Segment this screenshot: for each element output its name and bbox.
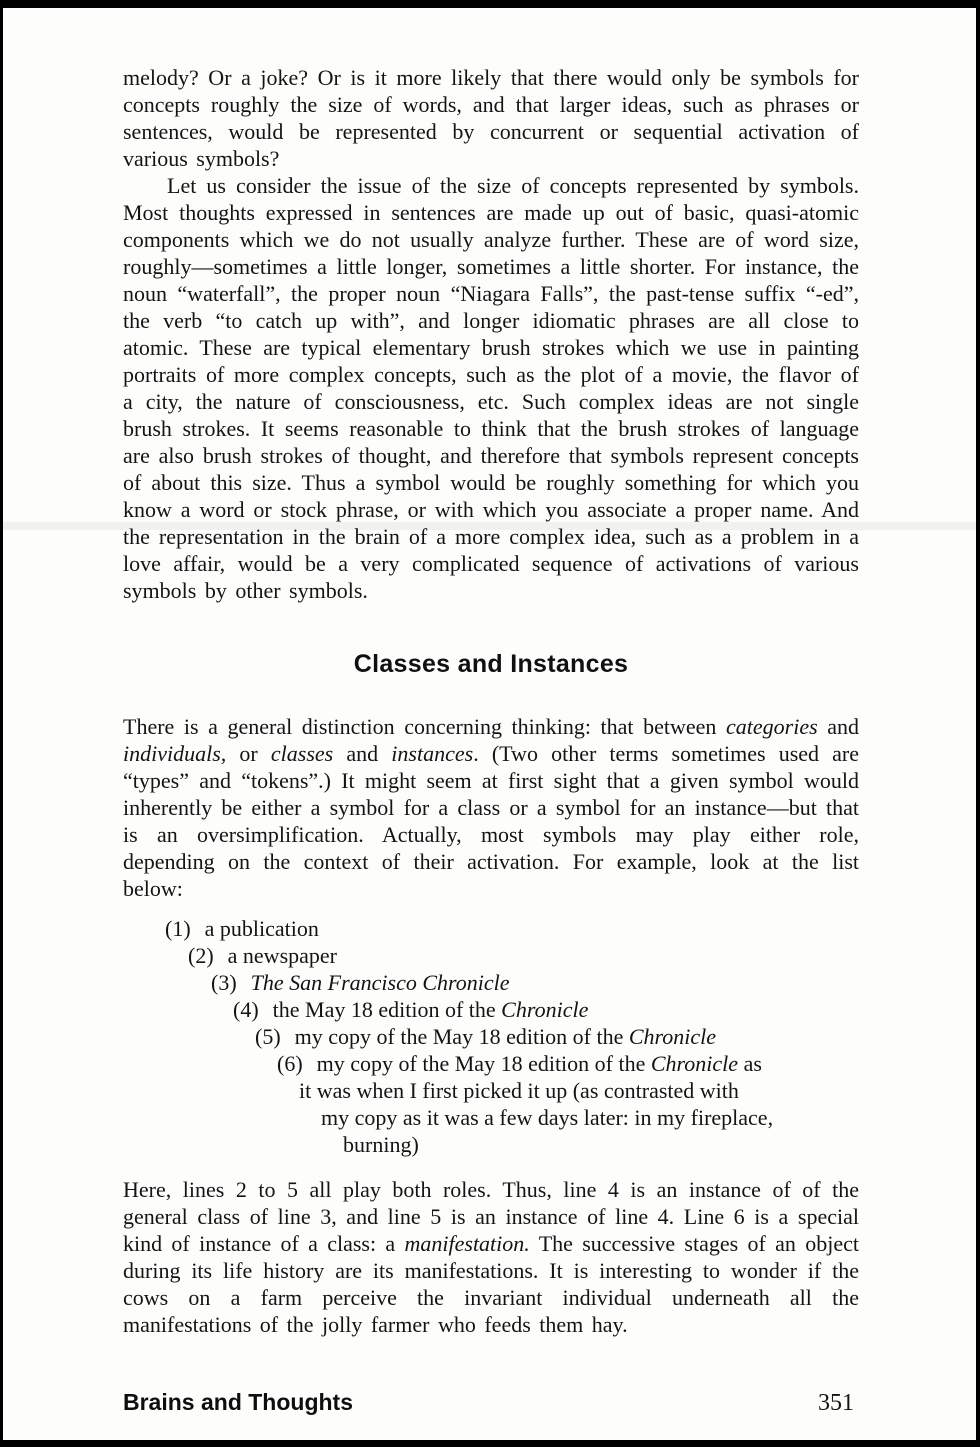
list-number: (2) [188,943,214,968]
list-line: (2) a newspaper [188,943,337,968]
list-line: my copy as it was a few days later: in my fireplace, [321,1105,774,1130]
list-line: (3) The San Francisco Chronicle [211,970,510,995]
list-line: (4) the May 18 edition of the Chronicle [233,997,589,1022]
list-line: (1) a publication [165,916,319,941]
chapter-title: Brains and Thoughts [123,1389,353,1415]
list-line: burning) [343,1132,419,1157]
list-line: (5) my copy of the May 18 edition of the Chronicle [255,1024,717,1049]
list-number: (5) [255,1024,281,1049]
paragraph-manifestation: Here, lines 2 to 5 all play both roles. Thus, line 4 is an instance of of the general class of line 3, and line 5 is an instance of line 4. Line 6 is a special kind of instance of a class: a manifestation. The successive stages of an object during its life history are its manifestations. It is interesting to wonder if the cows on a farm perceive the invariant individual underneath all the manifestations of the jolly farmer who feeds them hay. [123,1177,859,1337]
list-number: (3) [211,970,237,995]
list-number: (4) [233,997,259,1022]
running-footer [123,1389,854,1417]
paragraph-continuation: melody? Or a joke? Or is it more likely that there would only be symbols for concepts roughly the size of words, and that larger ideas, such as phrases or sentences, would be represented by concurrent or sequential activation of various symbols? [123,65,859,171]
paragraph-symbol-size: Let us consider the issue of the size of concepts represented by symbols. Most thoughts expressed in sentences are made up out of basic, quasi-atomic components which we do not usually analyze further. These are of word size, roughly—sometimes a little longer, sometimes a little shorter. For instance, the noun “waterfall”, the proper noun “Niagara Falls”, the past-tense suffix “-ed”, the verb “to catch up with”, and longer idiomatic phrases are all close to atomic. These are typical elementary brush strokes which we use in painting portraits of more complex concepts, such as the plot of a movie, the flavor of a city, the nature of consciousness, etc. Such complex ideas are not single brush strokes. It seems reasonable to think that the brush strokes of language are also brush strokes of thought, and therefore that symbols represent concepts of about this size. Thus a symbol would be roughly something for which you know a word or stock phrase, or with which you associate a proper name. And the representation in the brain of a more complex idea, such as a problem in a love affair, would be a very complicated sequence of activations of various symbols by other symbols. [123,173,859,603]
instance-list [123,915,859,1158]
list-number: (6) [277,1051,303,1076]
list-line: (6) my copy of the May 18 edition of the Chronicle as [277,1051,762,1076]
list-number: (1) [165,916,191,941]
page-number: 351 [818,1390,854,1416]
section-heading: Classes and Instances [353,650,629,678]
paragraph-classes-instances: There is a general distinction concerning thinking: that between categories and individuals, or classes and instances. (Two other terms sometimes used are “types” and “tokens”.) It might seem at first sight that a given symbol would inherently be either a symbol for a class or a symbol for an instance—but that is an oversimplification. Actually, most symbols may play either role, depending on the context of their activation. For example, look at the list below: [123,714,860,901]
list-line: it was when I first picked it up (as contrasted with [299,1078,739,1103]
text-block [123,64,859,1338]
